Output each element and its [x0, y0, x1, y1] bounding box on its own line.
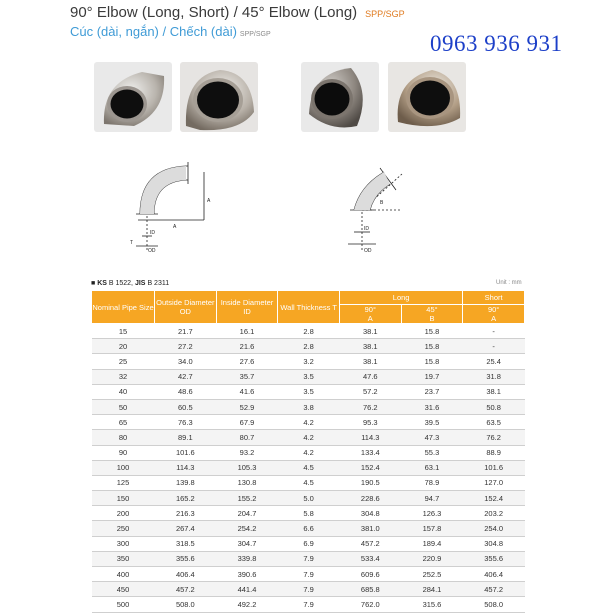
header-long: Long: [339, 291, 462, 305]
header-long-45: [401, 305, 463, 324]
cell-wall: 3.2: [278, 354, 340, 369]
title-text: 90° Elbow (Long, Short) / 45° Elbow (Long): [70, 4, 358, 21]
cell-long45: 47.3: [401, 430, 463, 445]
cell-od: 318.5: [155, 536, 217, 551]
subtitle-spec-badge: SPP/SGP: [239, 31, 271, 38]
cell-long90: 133.4: [339, 445, 401, 460]
cell-long45: 220.9: [401, 551, 463, 566]
table-row: [92, 354, 525, 369]
cell-od: 89.1: [155, 430, 217, 445]
cell-long90: 38.1: [339, 339, 401, 354]
cell-id: 492.2: [216, 597, 278, 612]
cell-id: 67.9: [216, 415, 278, 430]
cell-size: 32: [92, 369, 155, 384]
cell-od: 76.3: [155, 415, 217, 430]
cell-long45: 157.8: [401, 521, 463, 536]
cell-od: 34.0: [155, 354, 217, 369]
cell-short90: 127.0: [463, 475, 525, 490]
cell-od: 216.3: [155, 506, 217, 521]
cell-id: 441.4: [216, 582, 278, 597]
table-row: [92, 384, 525, 399]
cell-size: 40: [92, 384, 155, 399]
header-short-90-deg: 90°: [487, 305, 500, 314]
cell-long90: 95.3: [339, 415, 401, 430]
table-row: [92, 521, 525, 536]
cell-long90: 228.6: [339, 491, 401, 506]
cell-wall: 2.8: [278, 339, 340, 354]
cell-long45: 23.7: [401, 384, 463, 399]
header-id: Inside Diameter ID: [216, 291, 278, 324]
cell-short90: -: [463, 324, 525, 339]
elbow-45-photo-dark: [301, 62, 379, 132]
header-long-90-deg: 90°: [364, 305, 376, 314]
table-row: [92, 324, 525, 339]
cell-long90: 114.3: [339, 430, 401, 445]
header-short: Short: [463, 291, 525, 305]
header-nominal: Nominal Pipe Size: [92, 291, 155, 324]
cell-wall: 3.5: [278, 369, 340, 384]
cell-wall: 3.5: [278, 384, 340, 399]
cell-short90: 457.2: [463, 582, 525, 597]
cell-short90: 508.0: [463, 597, 525, 612]
cell-wall: 6.9: [278, 536, 340, 551]
table-row: [92, 567, 525, 582]
cell-size: 150: [92, 491, 155, 506]
cell-id: 304.7: [216, 536, 278, 551]
cell-short90: 355.6: [463, 551, 525, 566]
cell-long90: 685.8: [339, 582, 401, 597]
cell-size: 65: [92, 415, 155, 430]
cell-long45: 252.5: [401, 567, 463, 582]
diagram-45-od-label: OD: [364, 248, 372, 254]
cell-size: 400: [92, 567, 155, 582]
cell-size: 50: [92, 399, 155, 414]
cell-id: 41.6: [216, 384, 278, 399]
cell-long90: 152.4: [339, 460, 401, 475]
table-row: [92, 430, 525, 445]
cell-id: 93.2: [216, 445, 278, 460]
subtitle-text: Cúc (dài, ngắn) / Chếch (dài): [70, 24, 237, 39]
cell-id: 155.2: [216, 491, 278, 506]
cell-id: 339.8: [216, 551, 278, 566]
cell-size: 90: [92, 445, 155, 460]
cell-short90: 76.2: [463, 430, 525, 445]
standard-ks-num: B 1522,: [108, 280, 134, 287]
cell-od: 21.7: [155, 324, 217, 339]
cell-long45: 15.8: [401, 324, 463, 339]
table-row: [92, 339, 525, 354]
header-long-45-sub: B: [429, 314, 435, 323]
header-short-90-sub: A: [491, 314, 497, 323]
cell-od: 101.6: [155, 445, 217, 460]
cell-id: 254.2: [216, 521, 278, 536]
cell-long90: 381.0: [339, 521, 401, 536]
elbow-90-diagram: [128, 158, 238, 256]
cell-short90: 50.8: [463, 399, 525, 414]
cell-short90: -: [463, 339, 525, 354]
cell-size: 20: [92, 339, 155, 354]
cell-id: 105.3: [216, 460, 278, 475]
cell-long45: 284.1: [401, 582, 463, 597]
cell-od: 48.6: [155, 384, 217, 399]
cell-long45: 31.6: [401, 399, 463, 414]
diagram-a-label: A: [173, 224, 177, 230]
cell-wall: 6.6: [278, 521, 340, 536]
cell-id: 52.9: [216, 399, 278, 414]
cell-long45: 39.5: [401, 415, 463, 430]
cell-wall: 4.2: [278, 430, 340, 445]
cell-wall: 4.2: [278, 445, 340, 460]
cell-long90: 47.6: [339, 369, 401, 384]
cell-id: 204.7: [216, 506, 278, 521]
table-row: [92, 536, 525, 551]
cell-size: 250: [92, 521, 155, 536]
header-long-90-sub: A: [367, 314, 373, 323]
table-row: [92, 415, 525, 430]
table-row: [92, 475, 525, 490]
header-wall: Wall Thickness T: [278, 291, 340, 324]
elbow-45-photo-light: [388, 62, 466, 132]
cell-short90: 63.5: [463, 415, 525, 430]
cell-short90: 31.8: [463, 369, 525, 384]
cell-od: 508.0: [155, 597, 217, 612]
cell-wall: 3.8: [278, 399, 340, 414]
cell-long90: 38.1: [339, 354, 401, 369]
table-row: [92, 460, 525, 475]
cell-wall: 5.0: [278, 491, 340, 506]
cell-size: 200: [92, 506, 155, 521]
diagram-a-side-label: A: [207, 198, 211, 204]
table-row: [92, 506, 525, 521]
diagram-id-label: ID: [150, 230, 155, 236]
cell-long90: 609.6: [339, 567, 401, 582]
cell-long90: 304.8: [339, 506, 401, 521]
cell-long90: 190.5: [339, 475, 401, 490]
cell-od: 27.2: [155, 339, 217, 354]
standard-jis: JIS: [134, 280, 146, 287]
cell-long45: 189.4: [401, 536, 463, 551]
cell-id: 21.6: [216, 339, 278, 354]
page-subtitle: [70, 24, 271, 39]
table-row: [92, 399, 525, 414]
square-bullet-icon: ■: [91, 280, 98, 287]
cell-od: 406.4: [155, 567, 217, 582]
cell-long45: 19.7: [401, 369, 463, 384]
cell-long90: 457.2: [339, 536, 401, 551]
cell-short90: 38.1: [463, 384, 525, 399]
unit-label: Unit : mm: [496, 280, 522, 286]
title-spec-badge: SPP/SGP: [365, 9, 405, 19]
cell-id: 130.8: [216, 475, 278, 490]
cell-long45: 78.9: [401, 475, 463, 490]
cell-size: 25: [92, 354, 155, 369]
diagram-45-id-label: ID: [364, 226, 369, 232]
cell-od: 42.7: [155, 369, 217, 384]
cell-id: 80.7: [216, 430, 278, 445]
cell-short90: 88.9: [463, 445, 525, 460]
cell-id: 16.1: [216, 324, 278, 339]
table-row: [92, 445, 525, 460]
spec-table: [91, 290, 525, 613]
cell-long90: 762.0: [339, 597, 401, 612]
cell-od: 60.5: [155, 399, 217, 414]
cell-long45: 94.7: [401, 491, 463, 506]
cell-long45: 63.1: [401, 460, 463, 475]
cell-od: 139.8: [155, 475, 217, 490]
cell-short90: 203.2: [463, 506, 525, 521]
standard-label: [91, 280, 169, 287]
diagram-b-label: B: [380, 200, 384, 206]
cell-wall: 7.9: [278, 597, 340, 612]
cell-short90: 152.4: [463, 491, 525, 506]
cell-od: 267.4: [155, 521, 217, 536]
cell-id: 390.6: [216, 567, 278, 582]
cell-size: 80: [92, 430, 155, 445]
cell-wall: 7.9: [278, 567, 340, 582]
cell-wall: 2.8: [278, 324, 340, 339]
cell-od: 457.2: [155, 582, 217, 597]
cell-wall: 5.8: [278, 506, 340, 521]
cell-long90: 533.4: [339, 551, 401, 566]
cell-size: 450: [92, 582, 155, 597]
cell-short90: 406.4: [463, 567, 525, 582]
cell-size: 100: [92, 460, 155, 475]
cell-short90: 254.0: [463, 521, 525, 536]
cell-wall: 7.9: [278, 582, 340, 597]
standard-jis-num: B 2311: [147, 280, 170, 287]
cell-od: 165.2: [155, 491, 217, 506]
cell-long90: 57.2: [339, 384, 401, 399]
cell-long45: 55.3: [401, 445, 463, 460]
cell-long90: 76.2: [339, 399, 401, 414]
cell-size: 350: [92, 551, 155, 566]
elbow-90-long-photo: [94, 62, 172, 132]
table-row: [92, 597, 525, 612]
cell-long45: 15.8: [401, 339, 463, 354]
diagram-od-label: OD: [148, 248, 156, 254]
table-row: [92, 551, 525, 566]
cell-size: 300: [92, 536, 155, 551]
cell-od: 114.3: [155, 460, 217, 475]
table-row: [92, 491, 525, 506]
cell-id: 27.6: [216, 354, 278, 369]
header-short-90: [463, 305, 525, 324]
diagram-t-label: T: [130, 240, 134, 246]
cell-wall: 4.5: [278, 475, 340, 490]
cell-size: 125: [92, 475, 155, 490]
cell-short90: 304.8: [463, 536, 525, 551]
cell-long90: 38.1: [339, 324, 401, 339]
cell-long45: 126.3: [401, 506, 463, 521]
cell-long45: 15.8: [401, 354, 463, 369]
elbow-45-diagram: [340, 160, 450, 256]
cell-wall: 4.2: [278, 415, 340, 430]
header-long-45-deg: 45°: [426, 305, 438, 314]
cell-wall: 7.9: [278, 551, 340, 566]
table-row: [92, 369, 525, 384]
header-od: Outside Diameter OD: [155, 291, 217, 324]
page-title: [70, 4, 405, 22]
cell-od: 355.6: [155, 551, 217, 566]
cell-size: 15: [92, 324, 155, 339]
cell-short90: 101.6: [463, 460, 525, 475]
header-long-90: [339, 305, 401, 324]
elbow-90-short-photo: [180, 62, 258, 132]
cell-wall: 4.5: [278, 460, 340, 475]
cell-long45: 315.6: [401, 597, 463, 612]
phone-number: 0963 936 931: [430, 31, 563, 56]
cell-id: 35.7: [216, 369, 278, 384]
cell-size: 500: [92, 597, 155, 612]
cell-short90: 25.4: [463, 354, 525, 369]
standard-ks: KS: [97, 280, 107, 287]
table-row: [92, 582, 525, 597]
